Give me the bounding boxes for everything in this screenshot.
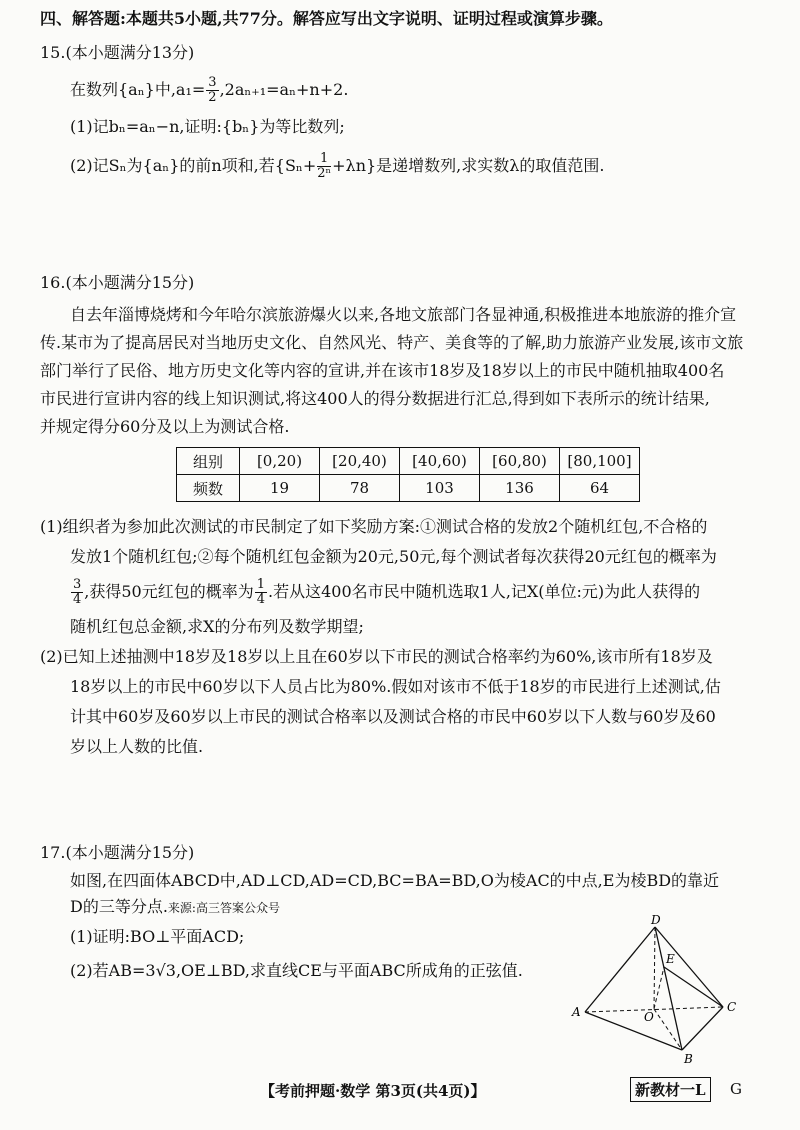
- edge-bc: [682, 1007, 723, 1050]
- table-freq-cell: 78: [320, 475, 400, 502]
- q15-part1: (1)记bₙ=aₙ−n,证明:{bₙ}为等比数列;: [70, 117, 345, 136]
- q16-para-line: 自去年淄博烧烤和今年哈尔滨旅游爆火以来,各地文旅部门各显神通,积极推进本地旅游的推介宣: [70, 305, 737, 324]
- q16-prob20-fraction: [71, 578, 83, 607]
- q16-prob50-fraction: [255, 578, 267, 607]
- q15-part2-fraction: [317, 152, 331, 181]
- table-freq-cell: 103: [400, 475, 480, 502]
- q15-a1-den: 2: [208, 90, 217, 105]
- q15-a1-num: 3: [208, 75, 217, 90]
- q15-title: 15.(本小题满分13分): [40, 43, 195, 62]
- source-note: 来源:高三答案公众号: [167, 901, 280, 915]
- q16-part2-line: (2)已知上述抽测中18岁及18岁以上且在60岁以下市民的测试合格率约为60%,该市所有18岁及: [40, 647, 713, 666]
- q15-part2-suffix: +λn}是递增数列,求实数λ的取值范围.: [332, 156, 605, 175]
- section-header: 四、解答题:本题共5小题,共77分。解答应写出文字说明、证明过程或演算步骤。: [40, 9, 613, 28]
- q17-stem2: D的三等分点.: [70, 897, 168, 916]
- vertex-label-o: O: [644, 1010, 654, 1024]
- edge-ad: [585, 927, 655, 1012]
- vertex-label-d: D: [651, 915, 661, 927]
- q15-stem-suffix: ,2aₙ₊₁=aₙ+n+2.: [219, 80, 349, 99]
- q16-prob20-num: 3: [73, 577, 82, 592]
- q15-part2-num: 1: [317, 152, 331, 167]
- table-row: [177, 475, 640, 502]
- vertex-label-e: E: [666, 952, 675, 966]
- q17-part1: (1)证明:BO⊥平面ACD;: [70, 927, 245, 946]
- q16-part1-last: 随机红包总金额,求X的分布列及数学期望;: [70, 617, 364, 636]
- q16-part2-line: 计其中60岁及60岁以上市民的测试合格率以及测试合格的市民中60岁以下人数与60岁及60: [70, 707, 716, 726]
- tetrahedron-figure: [560, 915, 760, 1065]
- q16-prob20-den: 4: [73, 592, 82, 607]
- table-group-cell: [20,40): [320, 448, 400, 475]
- q17-part2: (2)若AB=3√3,OE⊥BD,求直线CE与平面ABC所成角的正弦值.: [70, 961, 523, 980]
- q15-a1-fraction: [206, 76, 218, 105]
- table-freq-cell: 64: [560, 475, 640, 502]
- q16-para-line: 市民进行宣讲内容的线上知识测试,将这400人的得分数据进行汇总,得到如下表所示的统计结果,: [40, 389, 710, 408]
- segment-do-hidden: [654, 927, 655, 1009]
- q16-part1-line: 发放1个随机红包;②每个随机红包金额为20元,50元,每个测试者每次获得20元红包的概率为: [70, 547, 717, 566]
- vertex-label-a: A: [572, 1005, 581, 1019]
- segment-oe-hidden: [654, 967, 664, 1009]
- edge-ab: [585, 1012, 682, 1050]
- q17-title: 17.(本小题满分15分): [40, 843, 195, 862]
- vertex-label-c: C: [727, 1000, 737, 1014]
- table-group-cell: [40,60): [400, 448, 480, 475]
- q15-stem-prefix: 在数列{aₙ}中,a₁=: [70, 80, 206, 99]
- vertex-label-b: B: [684, 1052, 693, 1065]
- table-row: [177, 448, 640, 475]
- table-header-label: 组别: [177, 448, 240, 475]
- q15-part2: [70, 152, 605, 181]
- q16-para-line: 部门举行了民俗、地方历史文化等内容的宣讲,并在该市18岁及18岁以上的市民中随机抽取400名: [40, 361, 725, 380]
- q16-part2-line: 18岁以上的市民中60岁以下人员占比为80%.假如对该市不低于18岁的市民进行上述测试,估: [70, 677, 721, 696]
- edition-suffix: G: [730, 1080, 742, 1098]
- q16-part1-mid: ,获得50元红包的概率为: [84, 582, 254, 601]
- q16-title: 16.(本小题满分15分): [40, 273, 195, 292]
- q16-para-line: 传.某市为了提高居民对当地历史文化、自然风光、特产、美食等的了解,助力旅游产业发展,该市文旅: [40, 333, 744, 352]
- q16-para-line: 并规定得分60分及以上为测试合格.: [40, 417, 290, 436]
- table-group-cell: [80,100]: [560, 448, 640, 475]
- footer-center: 【考前押题·数学 第3页(共4页)】: [260, 1082, 486, 1100]
- table-group-cell: [60,80): [480, 448, 560, 475]
- q15-stem: [70, 76, 348, 105]
- q16-part2-line: 岁以上人数的比值.: [70, 737, 204, 756]
- q15-part2-prefix: (2)记Sₙ为{aₙ}的前n项和,若{Sₙ+: [70, 156, 317, 175]
- q17-stem-line2: [70, 894, 280, 921]
- q16-part1-prob-line: [70, 578, 700, 607]
- table-row-label: 频数: [177, 475, 240, 502]
- q16-prob50-den: 4: [256, 592, 266, 607]
- q17-stem-line: 如图,在四面体ABCD中,AD⊥CD,AD=CD,BC=BA=BD,O为棱AC的中点,E为棱BD的靠近: [70, 871, 720, 890]
- edge-dc: [655, 927, 723, 1007]
- q16-prob50-num: 1: [256, 577, 266, 592]
- q16-part1-end: .若从这400名市民中随机选取1人,记X(单位:元)为此人获得的: [268, 582, 701, 601]
- edition-badge: 新教材一L: [630, 1077, 711, 1102]
- table-freq-cell: 19: [240, 475, 320, 502]
- q16-part1-line: (1)组织者为参加此次测试的市民制定了如下奖励方案:①测试合格的发放2个随机红包,不合格的: [40, 517, 708, 536]
- q15-part2-den: 2ⁿ: [317, 166, 332, 181]
- table-group-cell: [0,20): [240, 448, 320, 475]
- q16-frequency-table: [176, 447, 640, 502]
- table-freq-cell: 136: [480, 475, 560, 502]
